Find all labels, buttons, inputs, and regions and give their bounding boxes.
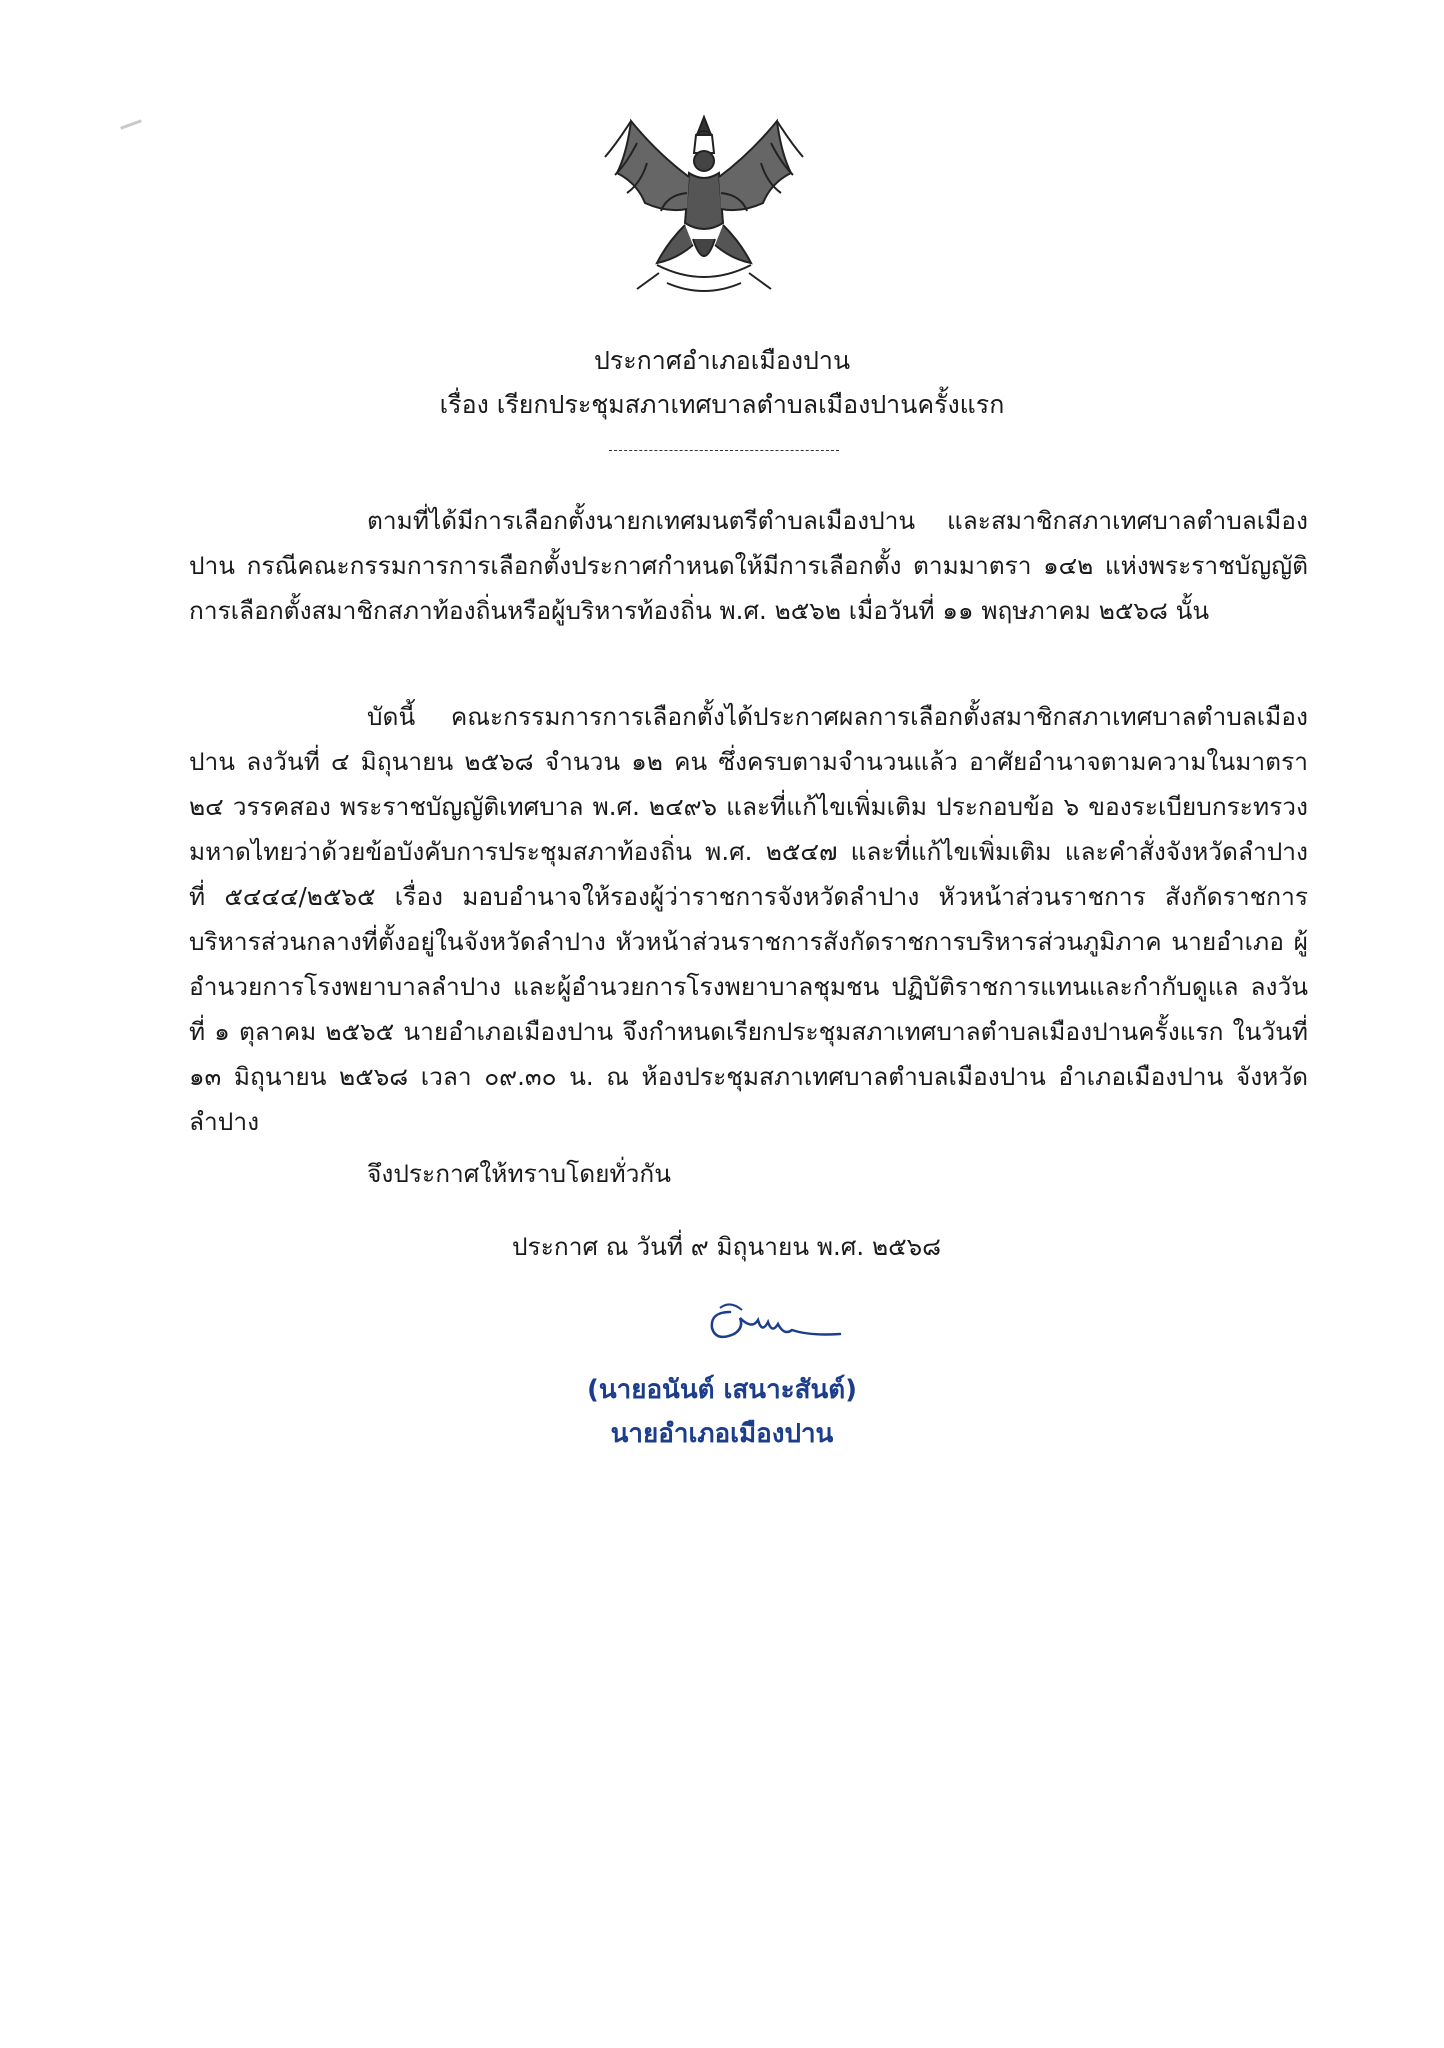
body-paragraph-2: บัดนี้ คณะกรรมการการเลือกตั้งได้ประกาศผลการเลือกตั้งสมาชิกสภาเทศบาลตำบลเมืองปาน ลงวันที่ ๔ มิถุนายน ๒๕๖๘ จำนวน ๑๒ คน ซึ่งครบตามจำนวนแล้ว อาศัยอำนาจตามความในมาตรา ๒๔ วรรคสอง พระราชบัญญัติเทศบาล พ.ศ. ๒๔๙๖ และที่แก้ไขเพิ่มเติม ประกอบข้อ ๖ ของระเบียบกระทรวงมหาดไทยว่าด้วยข้อบังคับการประชุมสภาท้องถิ่น พ.ศ. ๒๕๔๗ และที่แก้ไขเพิ่มเติม และคำสั่งจังหวัดลำปาง ที่ ๕๔๔๔/๒๕๖๕ เรื่อง มอบอำนาจให้รองผู้ว่าราชการจังหวัดลำปาง หัวหน้าส่วนราชการ สังกัดราชการบริหารส่วนกลางที่ตั้งอยู่ในจังหวัดลำปาง หัวหน้าส่วนราชการสังกัดราชการบริหารส่วนภูมิภาค นายอำเภอ ผู้อำนวยการโรงพยาบาลลำปาง และผู้อำนวยการโรงพยาบาลชุมชน ปฏิบัติราชการแทนและกำกับดูแล ลงวันที่ ๑ ตุลาคม ๒๕๖๕ นายอำเภอเมืองปาน จึงกำหนดเรียกประชุมสภาเทศบาลตำบลเมืองปานครั้งแรก ในวันที่ ๑๓ มิถุนายน ๒๕๖๘ เวลา ๐๙.๓๐ น. ณ ห้องประชุมสภาเทศบาลตำบลเมืองปาน อำเภอเมืองปาน จังหวัดลำปาง — [189, 702, 1308, 1136]
document-subject: เรื่อง เรียกประชุมสภาเทศบาลตำบลเมืองปานครั้งแรก — [439, 390, 1005, 419]
signatory-name: (นายอนันต์ เสนาะสันต์) — [586, 1375, 858, 1405]
title-separator — [609, 450, 839, 451]
date-line: ประกาศ ณ วันที่ ๙ มิถุนายน พ.ศ. ๒๕๖๘ — [512, 1232, 942, 1261]
body-paragraph-1: ตามที่ได้มีการเลือกตั้งนายกเทศมนตรีตำบลเมืองปาน และสมาชิกสภาเทศบาลตำบลเมืองปาน กรณีคณะกรรมการการเลือกตั้งประกาศกำหนดให้มีการเลือกตั้ง ตามมาตรา ๑๔๒ แห่งพระราชบัญญัติการเลือกตั้งสมาชิกสภาท้องถิ่นหรือผู้บริหารท้องถิ่น พ.ศ. ๒๕๖๒ เมื่อวันที่ ๑๑ พฤษภาคม ๒๕๖๘ นั้น — [189, 506, 1308, 625]
document-title: ประกาศอำเภอเมืองปาน — [593, 346, 851, 375]
garuda-emblem-icon — [597, 113, 812, 303]
closing-line: จึงประกาศให้ทราบโดยทั่วกัน — [367, 1159, 671, 1188]
handwritten-signature — [700, 1290, 850, 1350]
scan-speck — [120, 119, 142, 129]
signatory-position: นายอำเภอเมืองปาน — [610, 1419, 834, 1449]
